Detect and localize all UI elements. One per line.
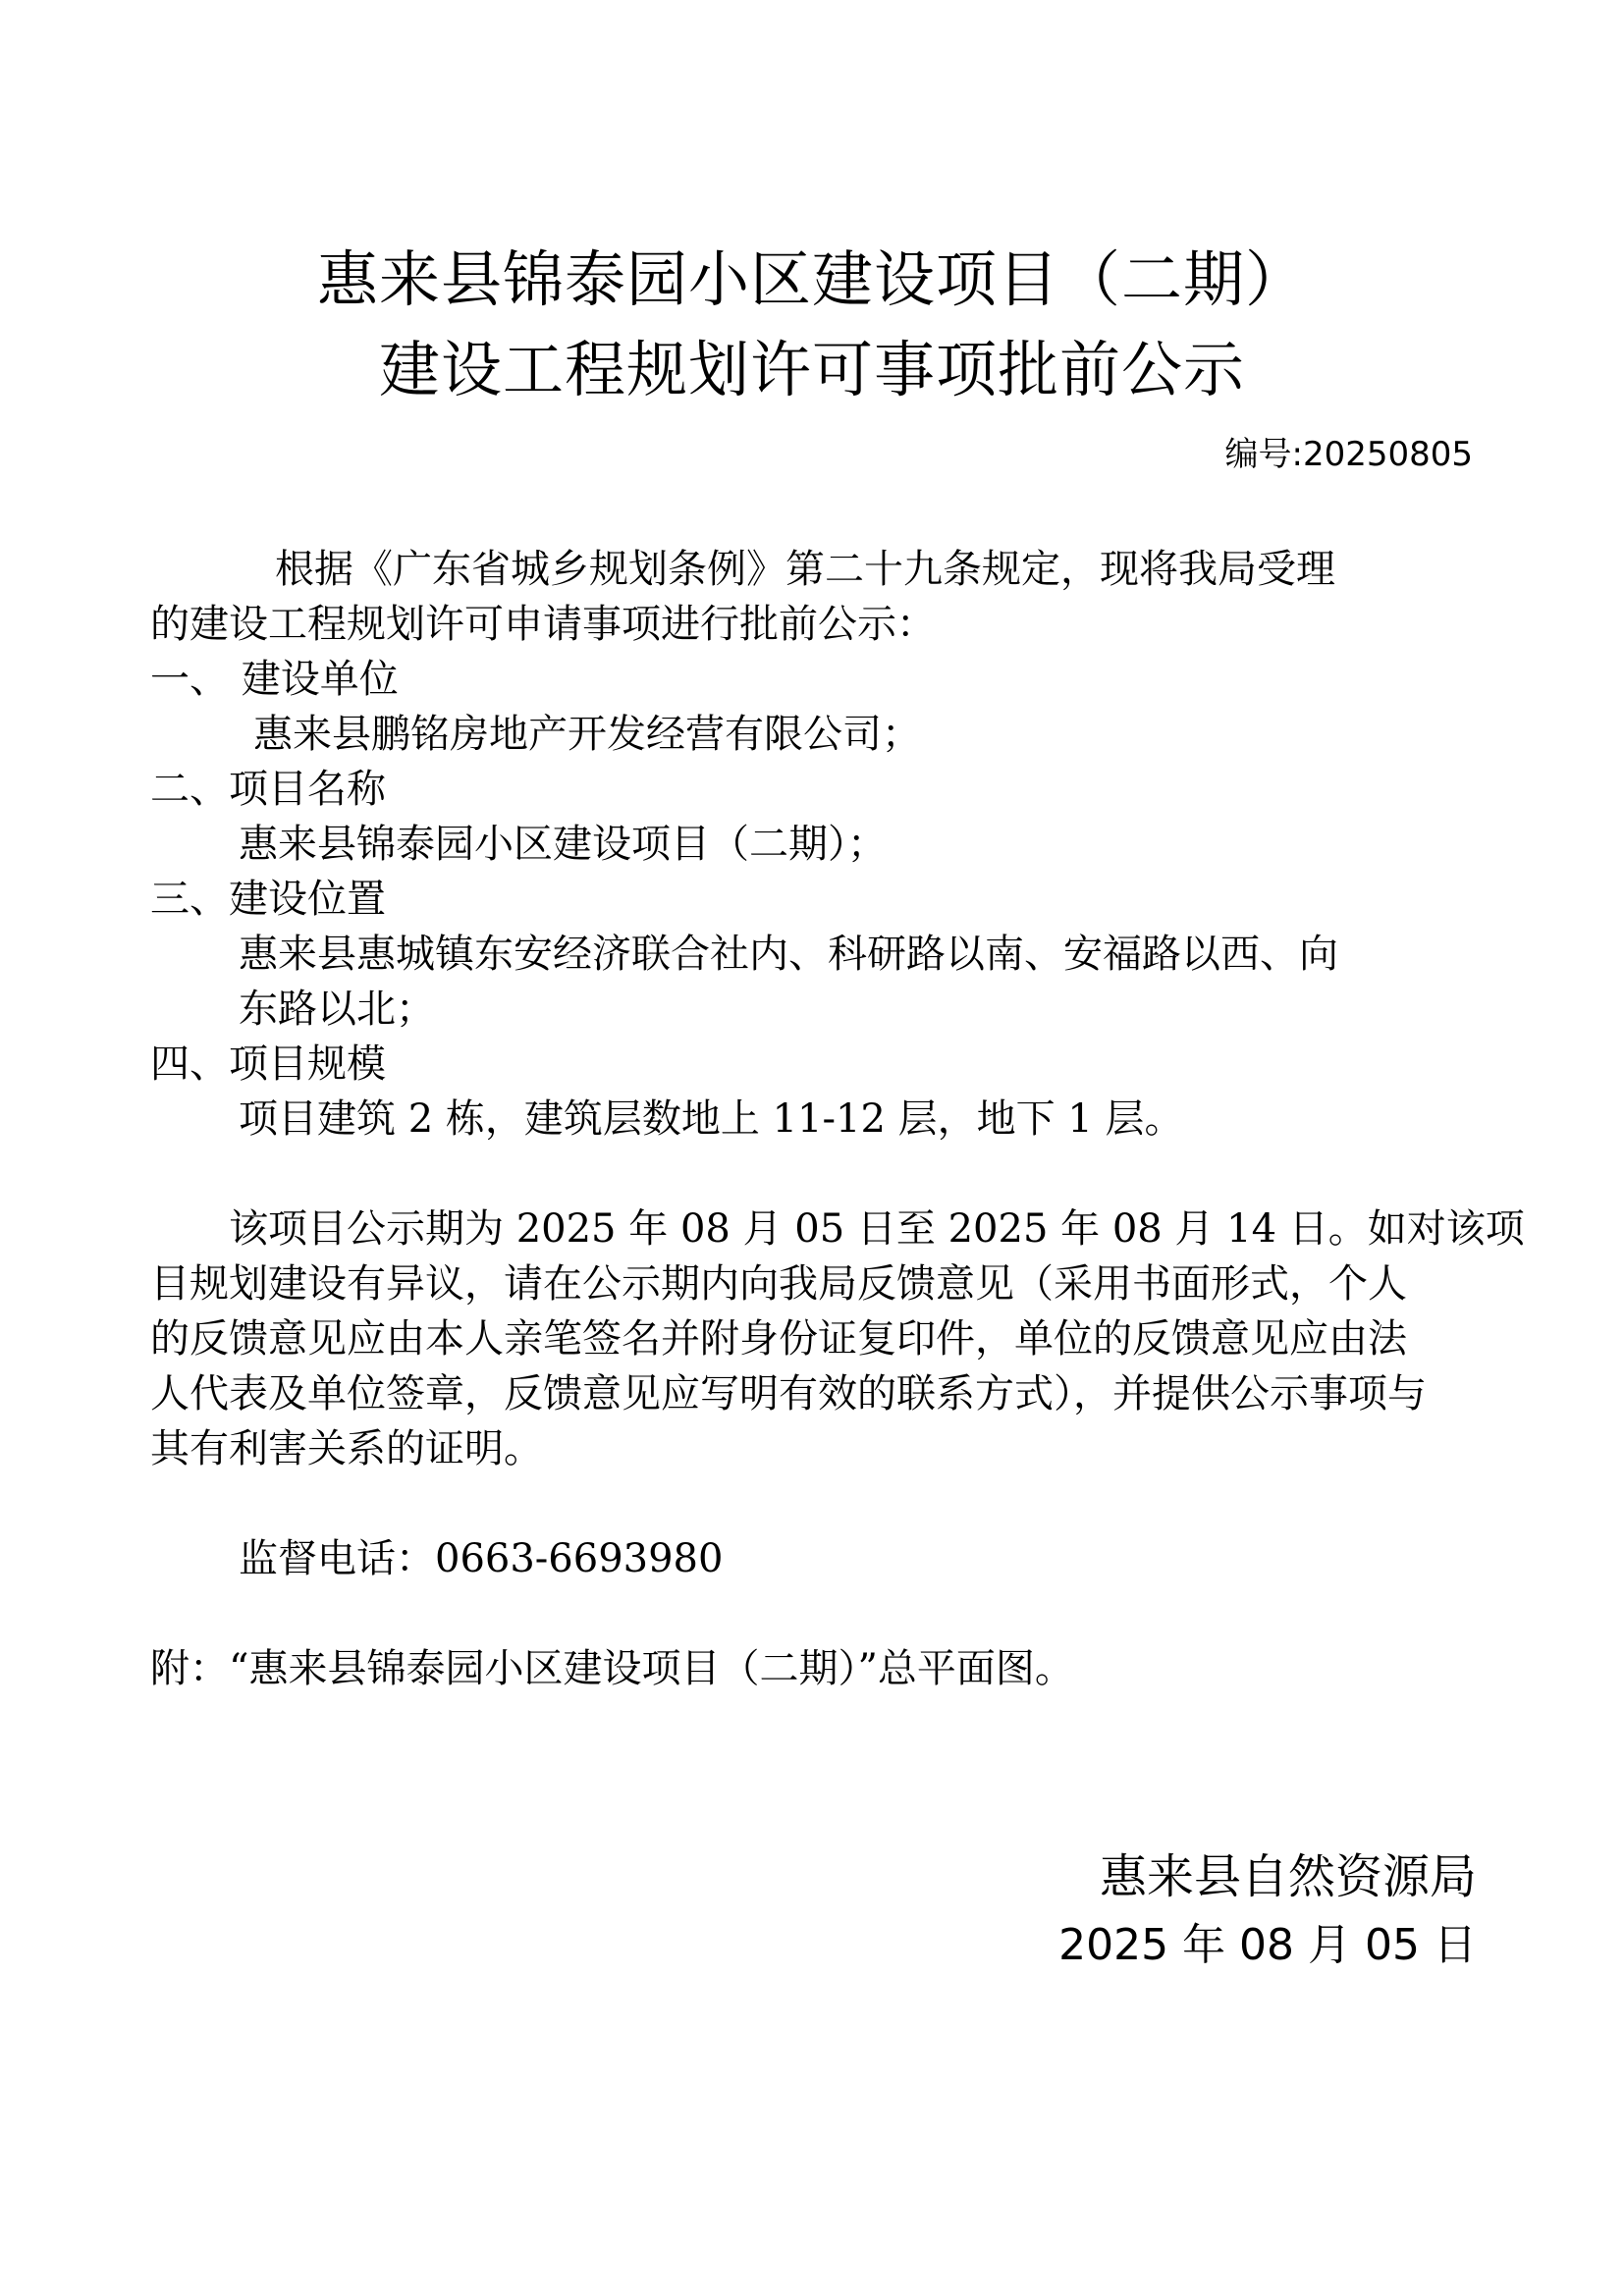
- notice-line-5: 其有利害关系的证明。: [150, 1426, 543, 1471]
- section-3-heading: 三、建设位置: [150, 877, 386, 922]
- section-1-heading: 一、 建设单位: [150, 657, 399, 702]
- section-3-content-line-2: 东路以北；: [239, 987, 435, 1032]
- notice-line-3: 的反馈意见应由本人亲笔签名并附身份证复印件，单位的反馈意见应由法: [150, 1316, 1407, 1362]
- section-3-content-line-1: 惠来县惠城镇东安经济联合社内、科研路以南、安福路以西、向: [239, 932, 1338, 977]
- notice-line-2: 目规划建设有异议，请在公示期内向我局反馈意见（采用书面形式，个人: [150, 1261, 1407, 1307]
- section-4-content: 项目建筑 2 栋，建筑层数地上 11-12 层，地下 1 层。: [239, 1096, 1184, 1142]
- supervision-phone: 监督电话：0663-6693980: [239, 1536, 724, 1581]
- section-1-content: 惠来县鹏铭房地产开发经营有限公司；: [253, 712, 921, 757]
- section-2-content: 惠来县锦泰园小区建设项目（二期）；: [239, 822, 887, 867]
- intro-line-1: 根据《广东省城乡规划条例》第二十九条规定，现将我局受理: [275, 547, 1335, 592]
- issue-date: 2025 年 08 月 05 日: [1058, 1920, 1477, 1970]
- document-number: 编号:20250805: [1224, 435, 1473, 474]
- notice-line-1: 该项目公示期为 2025 年 08 月 05 日至 2025 年 08 月 14 日。如对该项: [229, 1206, 1525, 1252]
- attachment-note: 附：“惠来县锦泰园小区建设项目（二期）”总平面图。: [150, 1646, 1074, 1691]
- section-2-heading: 二、项目名称: [150, 767, 386, 812]
- document-title-line-2: 建设工程规划许可事项批前公示: [378, 334, 1245, 405]
- document-title-line-1: 惠来县锦泰园小区建设项目（二期）: [316, 243, 1307, 315]
- notice-line-4: 人代表及单位签章，反馈意见应写明有效的联系方式），并提供公示事项与: [150, 1371, 1427, 1416]
- section-4-heading: 四、项目规模: [150, 1041, 386, 1087]
- intro-line-2: 的建设工程规划许可申请事项进行批前公示：: [150, 602, 936, 647]
- issuer-name: 惠来县自然资源局: [1099, 1849, 1477, 1904]
